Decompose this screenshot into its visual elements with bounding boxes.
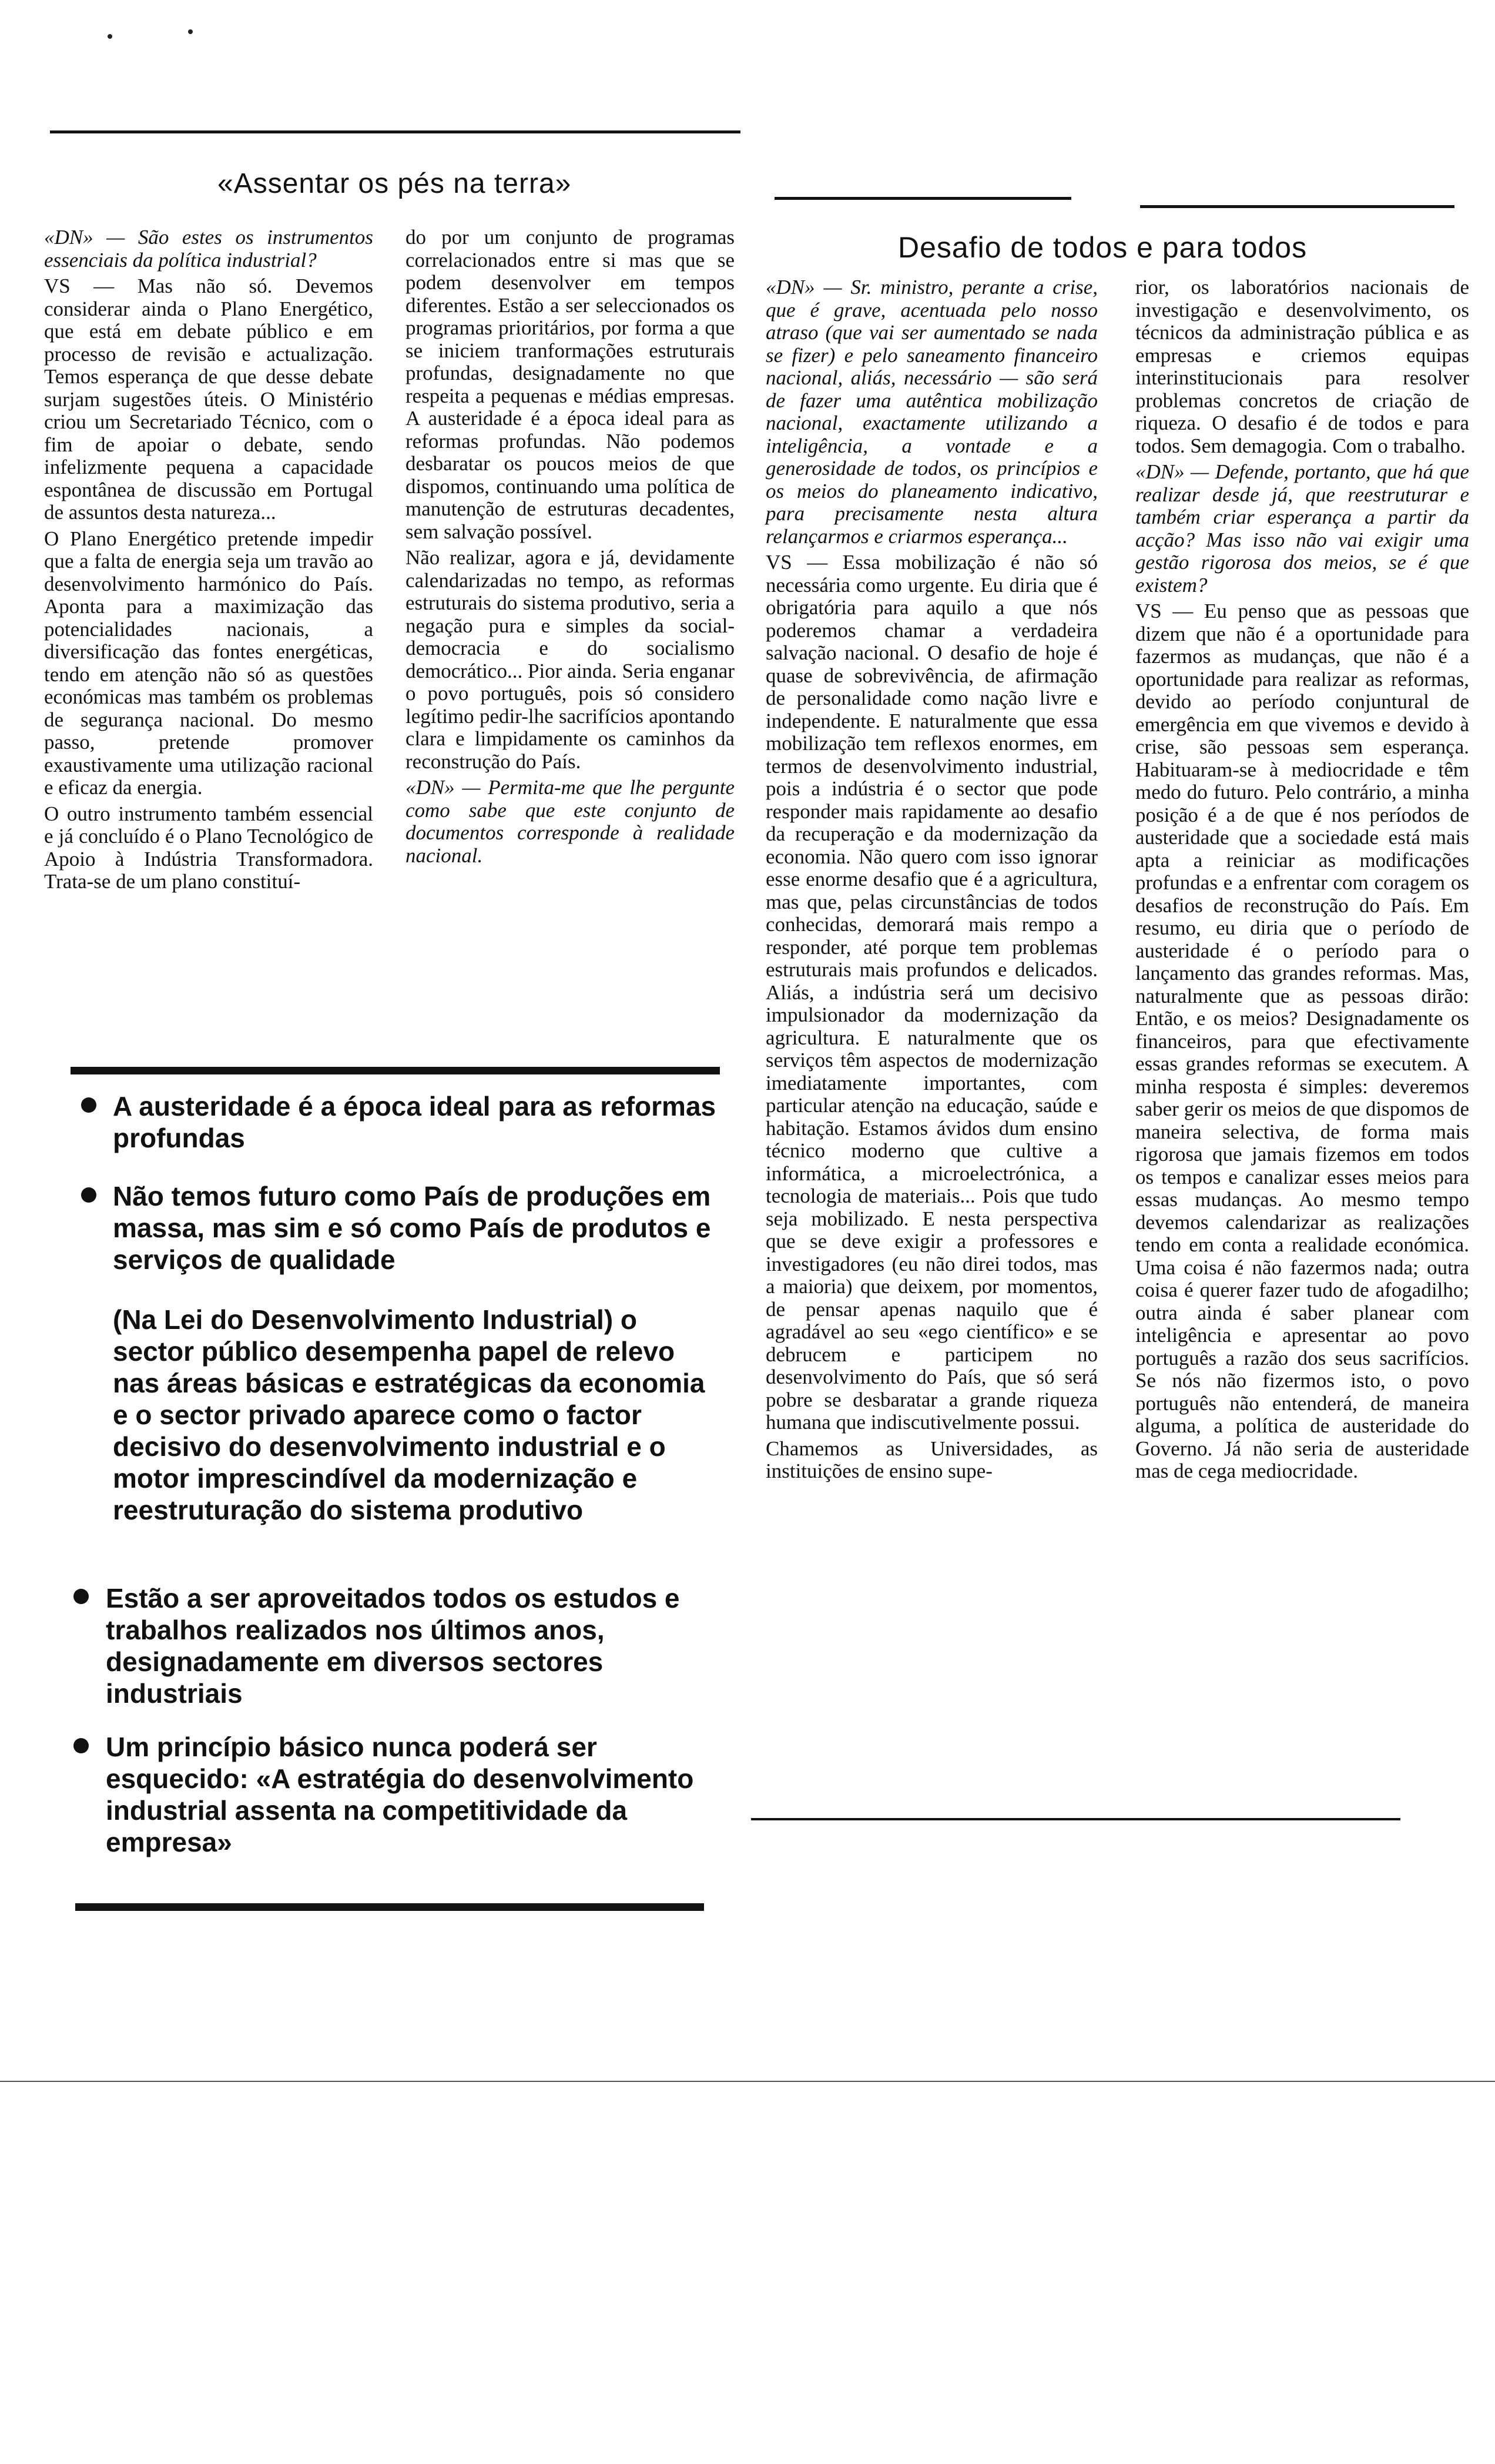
highlight-3: (Na Lei do Desenvolvimento Industrial) o sector público desempenha papel de relevo nas áreas básicas e estratégicas da economia e o sector privado aparece como o factor decisivo do desenvolvimento industrial e o motor imprescindível da modernização e reestruturação do sistema produtivo [113,1304,705,1525]
article-right-title: Desafio de todos e para todos [898,231,1308,264]
top-rule-right-a [775,197,1071,200]
paragraph: VS — Eu penso que as pessoas que dizem que não é a oportunidade para fazermos as mudanças, que não é a oportunidade para realizar as reformas, devido ao período conjuntural de emergência em que vivemos e devido à crise, são pessoas sem esperança. Habituaram-se à mediocridade e têm medo do futuro. Pelo contrário, a minha posição é a de que é nos períodos de austeridade que a sociedade está mais apta a reiniciar as modificações profundas e a enfrentar com coragem os desafios de reconstrução do País. Em resumo, eu diria que o período de austeridade é o período para o lançamento das grandes reformas. Mas, naturalmente que as pessoas dirão: Então, e os meios? Designadamente os financeiros, para que efectivamente essas grandes reformas se executem. A minha resposta é simples: deveremos saber gerir os meios de que dispomos de maneira selectiva, de forma mais rigorosa que jamais fizemos em todos os tempos e canalizar esses meios para essas mudanças. Ao mesmo tempo devemos calendarizar as realizações tendo em conta a realidade económica. Uma coisa é não fazermos nada; outra coisa é querer fazer tudo de afogadilho; outra ainda é saber planear com inteligência e apresentar ao povo português a razão dos seus sacrifícios. Se nós não fizermos isto, o povo português não entenderá, de maneira alguma, a política de austeridade do Governo. Já não seria de austeridade mas de cega mediocridade. [1135,600,1469,1482]
article-right-column-1 [766,276,1098,1487]
article-left-column-1 [44,226,373,897]
highlight-2: Não temos futuro como País de produções em massa, mas sim e só como País de produtos e serviços de qualidade [113,1181,711,1275]
paragraph: VS — Mas não só. Devemos considerar ainda o Plano Energético, que está em debate público e em processo de revisão e actualização. Temos esperança de que desse debate surjam sugestões úteis. O Ministério criou um Secretariado Técnico, com o fim de apoiar o debate, sendo infelizmente pequena a capacidade espontânea de discussão em Portugal de assuntos desta natureza... [44,274,373,524]
top-rule-left [50,130,740,133]
article-left-title: «Assentar os pés na terra» [217,168,572,199]
interview-question: «DN» — Defende, portanto, que há que realizar desde já, que reestruturar e também criar esperança a partir da acção? Mas isso não vai exigir uma gestão rigorosa dos meios, se é que existem? [1135,460,1469,597]
article-right-column-2 [1135,276,1469,1487]
bullet-icon [81,1187,96,1203]
interview-question: «DN» — Sr. ministro, perante a crise, que é grave, acentuada pelo nosso atraso (que vai ser aumentado se nada se fizer) e pelo saneamento financeiro nacional, aliás, necessário — são será de fazer uma autêntica mobilização nacional, exactamente utilizando a inteligência, a vontade e a generosidade de todos, os princípios e os meios do planeamento indicativo, para precisamente nesta altura relançarmos e criarmos esperança... [766,276,1098,548]
article-left-column-2 [405,226,735,871]
bullet-icon [81,1097,96,1113]
highlights-bottom-rule [75,1903,704,1911]
paragraph: VS — Essa mobilização é não só necessária como urgente. Eu diria que é obrigatória para aquilo a que nós poderemos chamar a verdadeira salvação nacional. O desafio de hoje é quase de sobrevivência, de afirmação de personalidade como nação livre e independente. E naturalmente que essa mobilização tem reflexos enormes, em termos de desenvolvimento industrial, pois a indústria é o sector que pode responder mais rapidamente ao desafio da recuperação e da modernização da economia. Não quero com isso ignorar esse enorme desafio que é a agricultura, mas que, pelas circunstâncias de todos conhecidas, demorará mais rempo a responder, até porque tem problemas estruturais mais profundos e delicados. Aliás, a indústria será um decisivo impulsionador da modernização da agricultura. E naturalmente que os serviços têm aspectos de modernização imediatamente importantes, com particular atenção na educação, saúde e habitação. Estamos ávidos dum ensino técnico moderno que cultive a informática, a microelectrónica, a tecnologia de materiais... Pois que tudo seja mobilizado. E nesta perspectiva que se deve exigir a professores e investigadores (eu não direi todos, mas a maioria) que deixem, por momentos, de pensar apenas naquilo que é agradável ao seu «ego científico» e se debrucem e participem no desenvolvimento do País, que só será pobre se desbaratar a grande riqueza humana que indiscutivelmente possui. [766,551,1098,1434]
paragraph: do por um conjunto de programas correlacionados entre si mas que se podem desenvolver em tempos diferentes. Estão a ser seleccionados os programas prioritários, por forma a que se iniciem tranformações estruturais profundas, designadamente no que respeita a pequenas e médias empresas. A austeridade é a época ideal para as reformas profundas. Não podemos desbaratar os poucos meios de que dispomos, continuando uma política de manutenção de estruturas decadentes, sem salvação possível. [405,226,735,543]
bullet-icon [73,1738,89,1753]
bullet-icon [73,1589,89,1604]
highlight-4: Estão a ser aproveitados todos os estudos e trabalhos realizados nos últimos anos, designadamente em diversos sectores industriais [106,1583,680,1709]
interview-question: «DN» — Permita-me que lhe pergunte como sabe que este conjunto de documentos corresponde à realidade nacional. [405,776,735,867]
highlights-top-rule [71,1067,720,1074]
scan-speck [188,29,193,34]
scan-speck [108,34,112,39]
paragraph: O Plano Energético pretende impedir que a falta de energia seja um travão ao desenvolvimento harmónico do País. Aponta para a maximização das potencialidades nacionais, a diversificação das fontes energéticas, tendo em atenção não só as questões económicas mas também os problemas de segurança nacional. Do mesmo passo, pretende promover exaustivamente uma utilização racional e eficaz da energia. [44,527,373,799]
top-rule-right-b [1140,205,1454,208]
paragraph: Não realizar, agora e já, devidamente calendarizadas no tempo, as reformas estruturais do sistema produtivo, seria a negação pura e simples da social-democracia e do socialismo democrático... Pior ainda. Seria enganar o povo português, pois só considero legítimo pedir-lhe sacrifícios apontando clara e limpidamente os caminhos da reconstrução do País. [405,546,735,773]
interview-question: «DN» — São estes os instrumentos essenciais da política industrial? [44,226,373,272]
highlight-1: A austeridade é a época ideal para as reformas profundas [113,1091,716,1153]
bottom-rule-right [751,1818,1400,1820]
highlight-5: Um princípio básico nunca poderá ser esquecido: «A estratégia do desenvolvimento industrial assenta na competitividade da empresa» [106,1732,694,1857]
paragraph: O outro instrumento também essencial e já concluído é o Plano Tecnológico de Apoio à Indústria Transformadora. Trata-se de um plano constituí- [44,802,373,893]
paragraph: rior, os laboratórios nacionais de investigação e desenvolvimento, os técnicos da administração pública e as empresas e criemos equipas interinstitucionais para resolver problemas concretos de criação de riqueza. O desafio é de todos e para todos. Sem demagogia. Com o trabalho. [1135,276,1469,457]
scan-edge-line [0,2081,1495,2082]
paragraph: Chamemos as Universidades, as instituições de ensino supe- [766,1437,1098,1482]
